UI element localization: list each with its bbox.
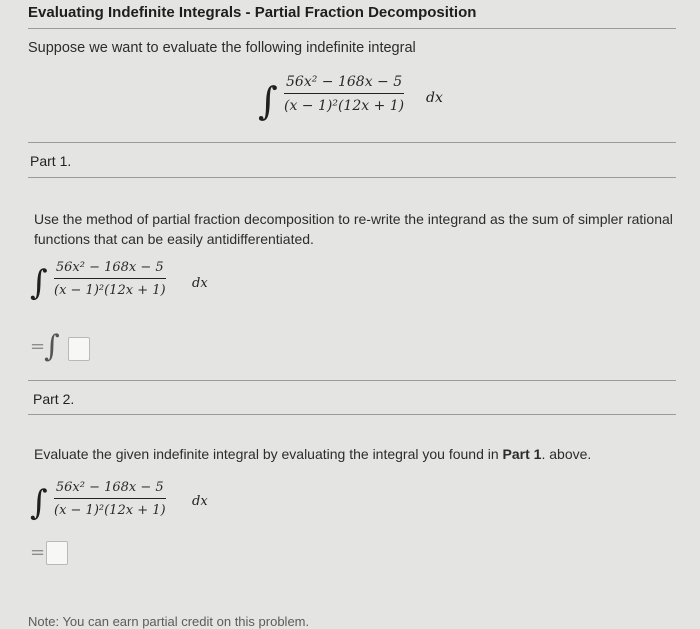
part2-instructions (34, 446, 674, 462)
part2-label: Part 2. (33, 391, 75, 407)
part1-bottom-divider (28, 380, 676, 381)
integrand-fraction (54, 480, 166, 518)
integrand-fraction (54, 260, 166, 298)
part1-divider (28, 177, 676, 178)
integrand-denominator: (x − 1)²(12x + 1) (54, 283, 166, 298)
integrand-numerator: 56x² − 168x − 5 (55, 480, 164, 495)
fraction-bar (284, 93, 404, 94)
part2-instructions-tail: . above. (541, 446, 592, 462)
integrand-denominator: (x − 1)²(12x + 1) (54, 503, 166, 518)
fraction-bar (54, 498, 166, 499)
integral-sign: ∫ (258, 79, 278, 123)
part2-divider (28, 414, 676, 415)
integral-sign: ∫ (30, 263, 48, 303)
part1-instructions: Use the method of partial fraction decomposition to re-write the integrand as the sum of simpler rational functions that can be easily antidifferentiated. (34, 211, 673, 247)
differential: dx (426, 90, 443, 106)
main-integral (258, 70, 458, 132)
equals-sign: = (30, 542, 46, 563)
part1-label: Part 1. (30, 153, 72, 169)
intro-text: Suppose we want to evaluate the following indefinite integral (28, 40, 416, 56)
title-divider (28, 28, 676, 29)
answer-integral-sign: ∫ (44, 329, 60, 364)
integrand-denominator: (x − 1)²(12x + 1) (284, 98, 405, 114)
page-title: Evaluating Indefinite Integrals - Partial Fraction Decomposition (28, 4, 477, 21)
integrand-numerator: 56x² − 168x − 5 (55, 260, 164, 275)
intro-divider (28, 142, 676, 143)
part1-answer-row (30, 329, 150, 364)
part2-instructions-bold: Part 1 (502, 446, 542, 462)
integrand-fraction (284, 74, 404, 114)
footer-note: Note: You can earn partial credit on this problem. (28, 614, 310, 629)
part2-integral (30, 476, 230, 538)
equals-sign: = (30, 336, 46, 357)
part2-instructions-text: Evaluate the given indefinite integral by evaluating the integral you found in (34, 446, 503, 462)
part1-integral (30, 256, 230, 318)
integrand-numerator: 56x² − 168x − 5 (286, 74, 403, 90)
part2-answer-input[interactable] (46, 541, 68, 565)
integral-sign: ∫ (30, 483, 48, 523)
part2-answer-row (30, 538, 130, 570)
differential: dx (192, 494, 208, 509)
fraction-bar (54, 278, 166, 279)
differential: dx (192, 276, 208, 291)
part1-answer-input[interactable] (68, 337, 90, 361)
